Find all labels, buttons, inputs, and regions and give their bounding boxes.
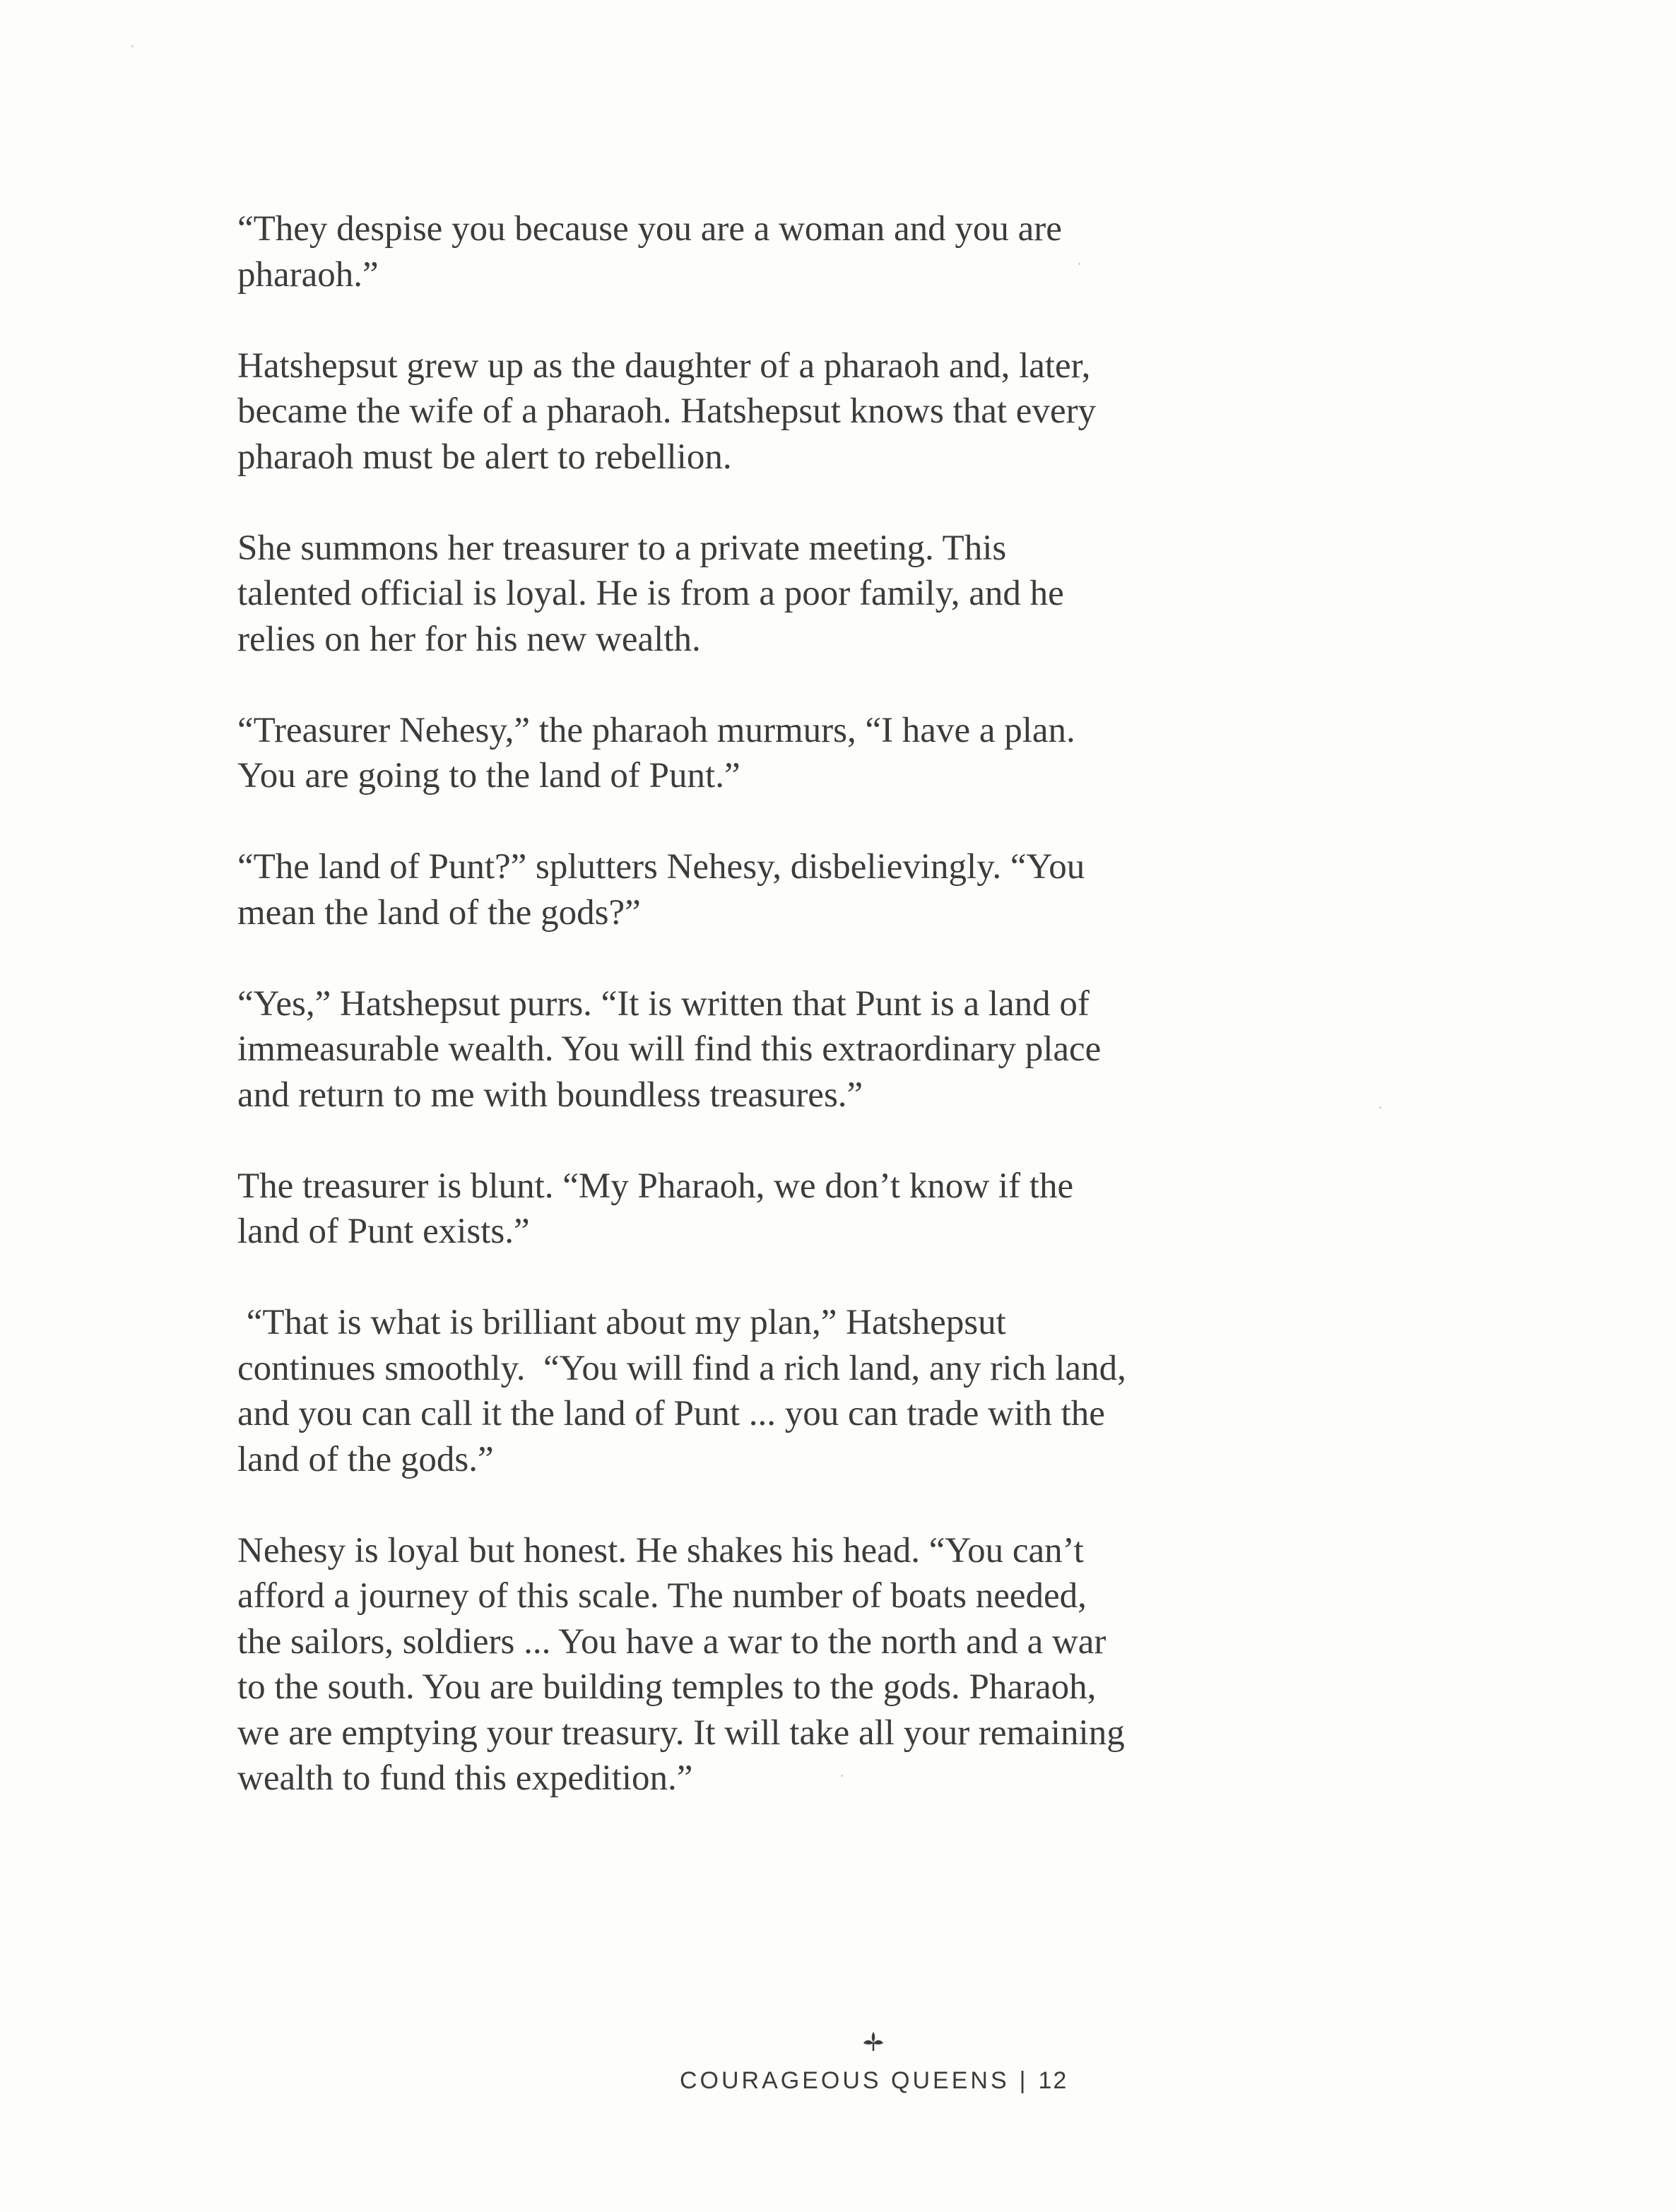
text-line: afford a journey of this scale. The number of boats needed, <box>237 1576 1087 1616</box>
text-line: “Yes,” Hatshepsut purrs. “It is written that Punt is a land of <box>237 983 1090 1024</box>
text-line: “The land of Punt?” splutters Nehesy, disbelievingly. “You <box>237 847 1085 887</box>
book-title: COURAGEOUS QUEENS <box>680 2067 1010 2094</box>
paper-speck <box>1379 1106 1381 1108</box>
text-line: immeasurable wealth. You will find this extraordinary place <box>237 1029 1102 1069</box>
text-line: to the south. You are building temples to the gods. Pharaoh, <box>237 1667 1097 1707</box>
page-footer <box>0 2028 1676 2169</box>
page-number: 12 <box>1038 2067 1068 2094</box>
text-line: continues smoothly. “You will find a rich land, any rich land, <box>237 1348 1126 1388</box>
text-line: Nehesy is loyal but honest. He shakes his head. “You can’t <box>237 1530 1084 1571</box>
paper-speck <box>131 45 134 47</box>
paragraph <box>237 981 1198 1118</box>
text-line: relies on her for his new wealth. <box>237 619 701 659</box>
text-line: pharaoh must be alert to rebellion. <box>237 437 732 477</box>
paragraph <box>237 206 1198 297</box>
text-line: “Treasurer Nehesy,” the pharaoh murmurs, “I have a plan. <box>237 710 1075 750</box>
text-line: The treasurer is blunt. “My Pharaoh, we don’t know if the <box>237 1166 1074 1206</box>
text-line: talented official is loyal. He is from a poor family, and he <box>237 574 1064 613</box>
footer-separator: | <box>1019 2067 1029 2094</box>
text-line: Hatshepsut grew up as the daughter of a pharaoh and, later, <box>237 345 1091 386</box>
text-line: became the wife of a pharaoh. Hatshepsut knows that every <box>237 391 1097 431</box>
paragraph <box>237 1528 1198 1802</box>
text-line: mean the land of the gods?” <box>237 892 641 933</box>
fleuron-icon <box>859 2028 887 2056</box>
paragraph <box>237 1164 1198 1255</box>
text-line: we are emptying your treasury. It will take all your remaining <box>237 1713 1125 1753</box>
text-line: land of the gods.” <box>237 1439 494 1479</box>
paper-speck <box>841 1775 843 1777</box>
paragraph <box>237 844 1198 935</box>
text-line: “That is what is brilliant about my plan,” Hatshepsut <box>237 1303 1006 1342</box>
text-line: wealth to fund this expedition.” <box>237 1758 693 1798</box>
paragraph <box>237 1300 1198 1482</box>
paragraph <box>237 708 1198 799</box>
text-line: and you can call it the land of Punt ... you can trade with the <box>237 1394 1105 1433</box>
text-line: and return to me with boundless treasures.” <box>237 1075 863 1115</box>
body-text <box>237 206 1198 1847</box>
text-line: “They despise you because you are a woman and you are <box>237 209 1062 249</box>
text-line: pharaoh.” <box>237 254 379 295</box>
paragraph <box>237 343 1198 480</box>
text-line: land of Punt exists.” <box>237 1212 530 1251</box>
paper-speck <box>1078 263 1080 265</box>
text-line: You are going to the land of Punt.” <box>237 756 740 796</box>
paragraph <box>237 526 1198 663</box>
text-line: She summons her treasurer to a private meeting. This <box>237 528 1007 568</box>
text-line: the sailors, soldiers ... You have a war to the north and a war <box>237 1621 1106 1662</box>
running-footer <box>680 2067 1068 2095</box>
